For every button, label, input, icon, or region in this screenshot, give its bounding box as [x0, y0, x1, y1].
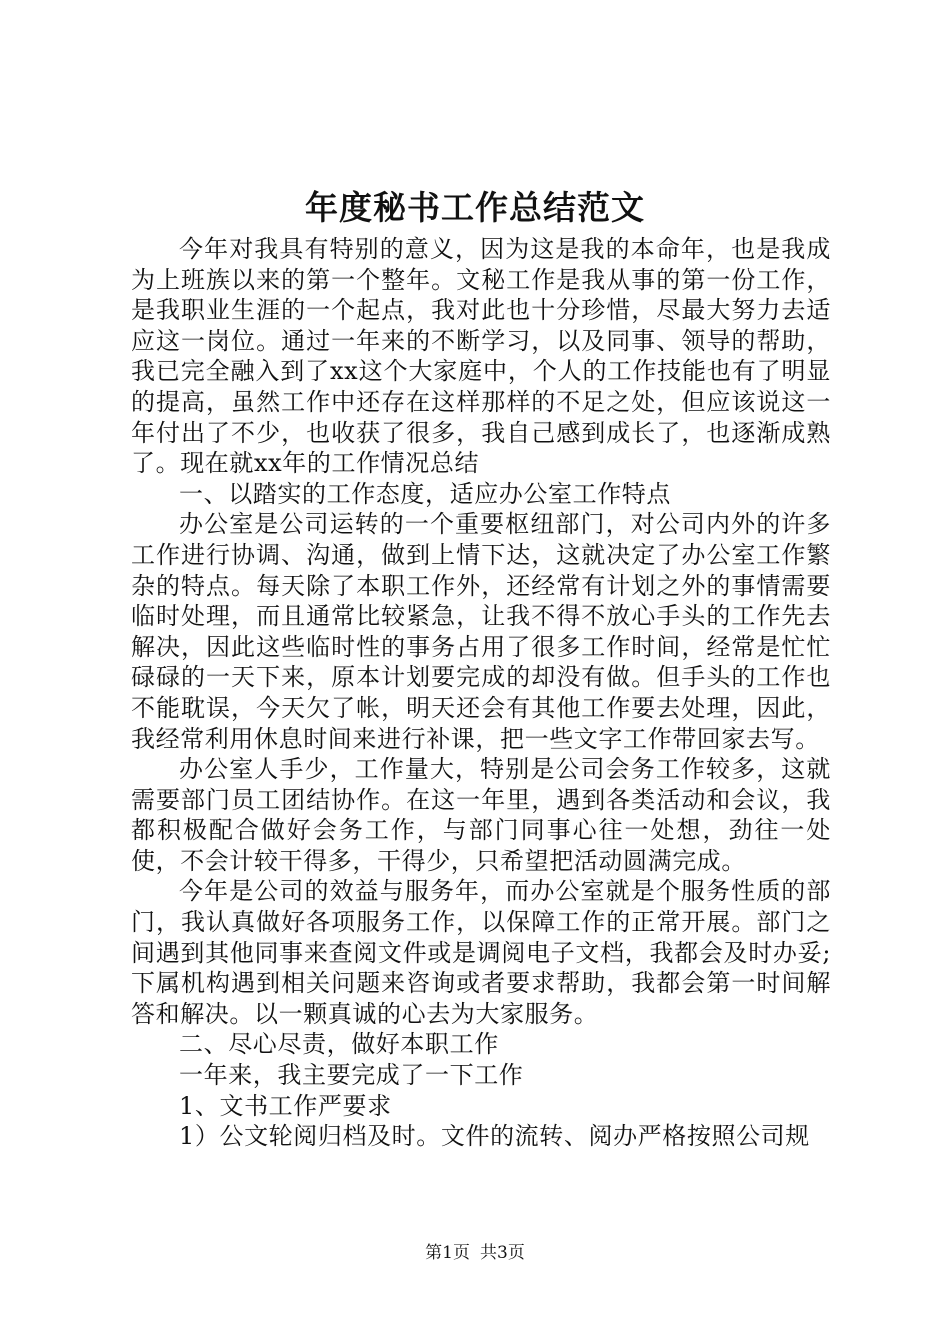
page-number-current: 第1页 — [425, 1243, 470, 1263]
paragraph-item-1-1: 1）公文轮阅归档及时。文件的流转、阅办严格按照公司规 — [179, 1122, 810, 1151]
heading-item-1: 1、文书工作严要求 — [179, 1091, 392, 1120]
page-number-total: 共3页 — [480, 1243, 525, 1263]
paragraph-service: 今年是公司的效益与服务年，而办公室就是个服务性质的部门，我认真做好各项服务工作，以保障工作的正常开展。部门之间遇到其他同事来查阅文件或是调阅电子文档，我都会及时办妥;下属机构遇到相关问题来咨询或者要求帮助，我都会第一时间解答和解决。以一颗真诚的心去为大家服务。 — [131, 877, 831, 1028]
paragraph-teamwork: 办公室人手少，工作量大，特别是公司会务工作较多，这就需要部门员工团结协作。在这一年里，遇到各类活动和会议，我都积极配合做好会务工作，与部门同事心往一处想，劲往一处使，不会计较干得多，干得少，只希望把活动圆满完成。 — [131, 755, 831, 875]
heading-section-2: 二、尽心尽责，做好本职工作 — [179, 1030, 499, 1059]
paragraph-work-list-intro: 一年来，我主要完成了一下工作 — [179, 1061, 524, 1090]
paragraph-office-role: 办公室是公司运转的一个重要枢纽部门，对公司内外的许多工作进行协调、沟通，做到上情下达，这就决定了办公室工作繁杂的特点。每天除了本职工作外，还经常有计划之外的事情需要临时处理，而且通常比较紧急，让我不得不放心手头的工作先去解决，因此这些临时性的事务占用了很多工作时间，经常是忙忙碌碌的一天下来，原本计划要完成的却没有做。但手头的工作也不能耽误，今天欠了帐，明天还会有其他工作要去处理，因此，我经常利用休息时间来进行补课，把一些文字工作带回家去写。 — [131, 510, 831, 753]
document-title: 年度秘书工作总结范文 — [305, 188, 645, 227]
heading-section-1: 一、以踏实的工作态度，适应办公室工作特点 — [179, 479, 671, 508]
page-footer — [0, 1241, 950, 1265]
paragraph-intro: 今年对我具有特别的意义，因为这是我的本命年，也是我成为上班族以来的第一个整年。文秘工作是我从事的第一份工作，是我职业生涯的一个起点，我对此也十分珍惜，尽最大努力去适应这一岗位。通过一年来的不断学习，以及同事、领导的帮助，我已完全融入到了xx这个大家庭中，个人的工作技能也有了明显的提高，虽然工作中还存在这样那样的不足之处，但应该说这一年付出了不少，也收获了很多，我自己感到成长了，也逐渐成熟了。现在就xx年的工作情况总结 — [131, 235, 831, 478]
document-body — [131, 234, 831, 1152]
